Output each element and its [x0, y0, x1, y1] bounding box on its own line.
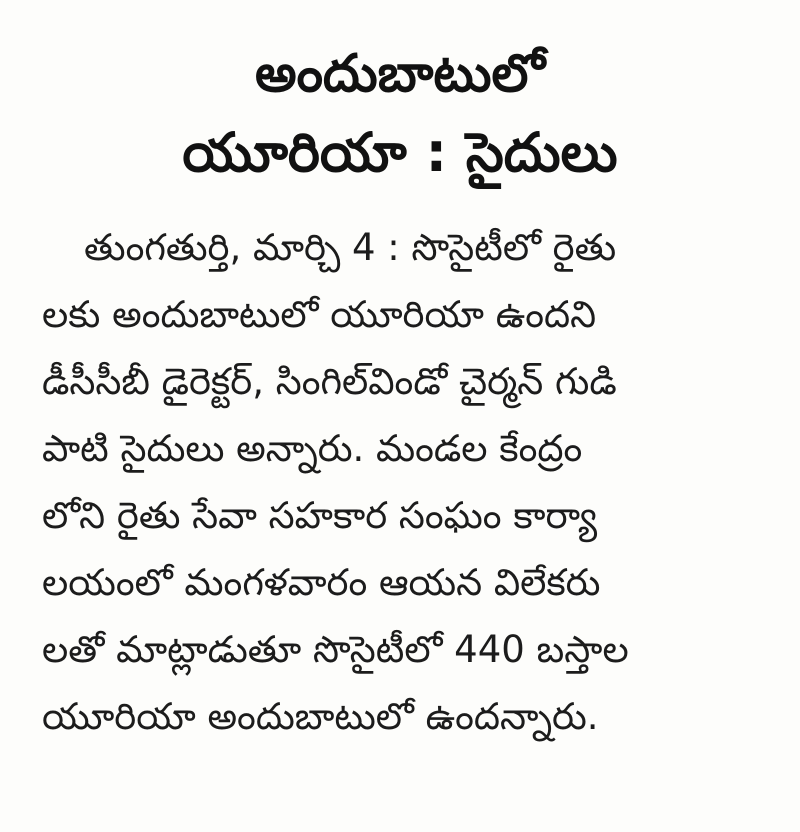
article-line: లయంలో మంగళవారం ఆయన విలేకరు — [42, 561, 601, 604]
article-line: లకు అందుబాటులో యూరియా ఉందని — [42, 293, 597, 336]
article-line: లోని రైతు సేవా సహకార సంఘం కార్యా — [42, 494, 598, 537]
headline-line-1: అందుబాటులో — [254, 44, 546, 104]
article-line: తుంగతుర్తి, మార్చి 4 : సొసైటీలో రైతు — [84, 226, 617, 269]
article-line: లతో మాట్లాడుతూ సొసైటీలో 440 బస్తాల — [42, 628, 629, 671]
headline-line-2: యూరియా : సైదులు — [182, 121, 618, 184]
cut-off-text-fragment — [40, 0, 280, 14]
article-line: యూరియా అందుబాటులో ఉందన్నారు. — [42, 695, 599, 738]
article-line: డీసీసీబీ డైరెక్టర్, సింగిల్‌విండో చైర్మన్ గుడి — [42, 360, 617, 403]
article-line: పాటి సైదులు అన్నారు. మండల కేంద్రం — [42, 427, 583, 470]
article-body — [42, 214, 776, 750]
